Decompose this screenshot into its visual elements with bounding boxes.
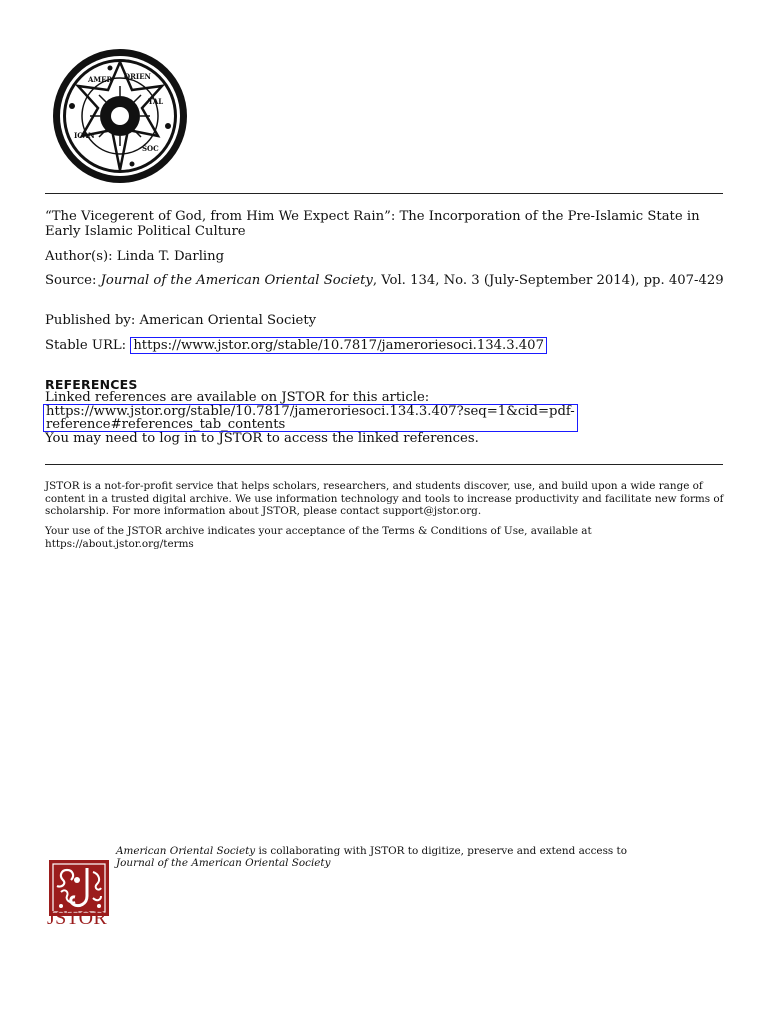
publisher-value: American Oriental Society <box>139 313 317 328</box>
article-title: “The Vicegerent of God, from Him We Expect Rain”: The Incorporation of the Pre-Islamic State in Early Islamic Political Culture <box>45 209 700 239</box>
stable-url-link[interactable]: https://www.jstor.org/stable/10.7817/jameroriesoci.134.3.407 <box>130 337 547 354</box>
stable-url-label: Stable URL: <box>45 338 127 353</box>
publisher-line <box>45 313 725 328</box>
references-link[interactable] <box>43 404 578 432</box>
collab-journal: Journal of the American Oriental Society <box>116 856 331 869</box>
publisher-label: Published by: <box>45 313 136 328</box>
references-intro: Linked references are available on JSTOR for this article: <box>45 390 430 405</box>
svg-text:ORIEN: ORIEN <box>124 72 151 81</box>
references-link-line1: https://www.jstor.org/stable/10.7817/jameroriesoci.134.3.407?seq=1&cid=pdf- <box>46 404 575 419</box>
stable-url-line <box>45 338 725 353</box>
svg-text:TAL: TAL <box>148 97 164 106</box>
references-note: You may need to log in to JSTOR to access the linked references. <box>45 431 479 446</box>
middle-divider <box>45 464 723 465</box>
svg-text:ICAN: ICAN <box>74 131 95 140</box>
jstor-about-text: JSTOR is a not-for-profit service that helps scholars, researchers, and students discover, use, and build upon a wide range of content in a trusted digital archive. We use information technology and tools to increase productivity and facilitate new forms of scholarship. For more information about JSTOR, please contact support@jstor.org. <box>45 480 724 517</box>
svg-text:SOC: SOC <box>142 144 159 153</box>
journal-name: Journal of the American Oriental Society <box>100 273 373 288</box>
authors-line <box>45 249 725 264</box>
svg-text:AMER: AMER <box>88 75 113 84</box>
collab-middle: is collaborating with JSTOR to digitize, preserve and extend access to <box>255 845 627 857</box>
collab-org: American Oriental Society <box>116 845 256 857</box>
authors-label: Author(s): <box>45 249 113 264</box>
source-details: , Vol. 134, No. 3 (July-September 2014), pp. 407-429 <box>372 273 724 288</box>
source-label: Source: <box>45 273 97 288</box>
society-seal-icon <box>50 46 190 186</box>
terms-text: Your use of the JSTOR archive indicates your acceptance of the Terms & Conditions of Use, available at https://about.jstor.org/terms <box>45 525 592 550</box>
source-line <box>45 273 725 288</box>
jstor-wordmark: JSTOR <box>47 907 108 929</box>
references-heading: REFERENCES <box>45 377 138 392</box>
top-divider <box>45 193 723 194</box>
references-block <box>45 391 725 445</box>
collaboration-text <box>116 846 736 869</box>
references-link-line2: reference#references_tab_contents <box>46 417 286 432</box>
authors-value: Linda T. Darling <box>116 249 225 264</box>
